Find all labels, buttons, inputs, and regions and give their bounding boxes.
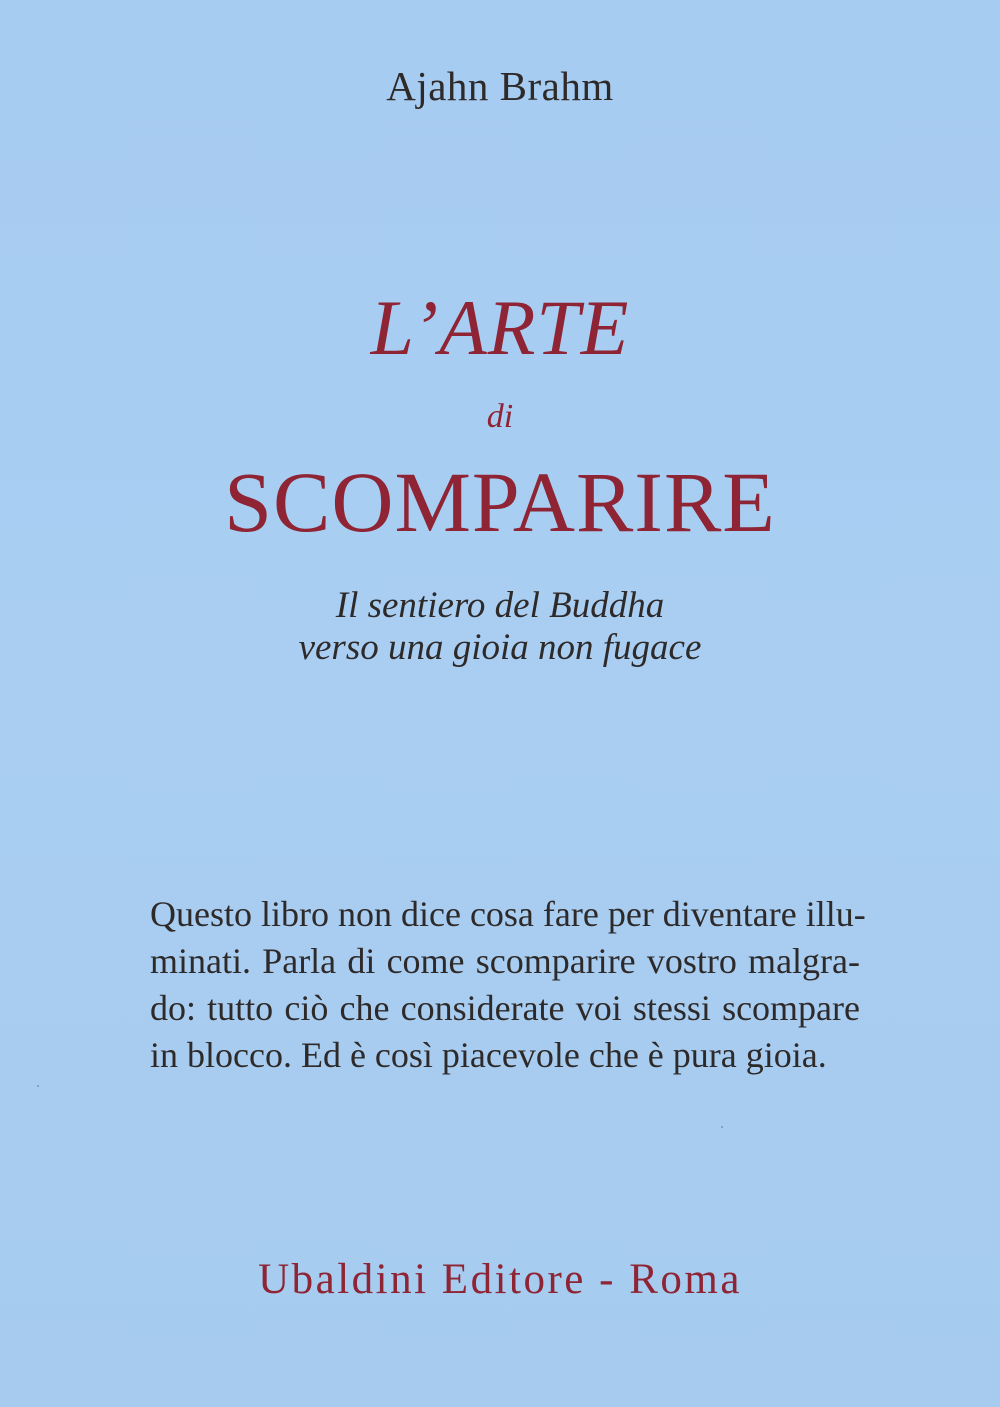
author-name: Ajahn Brahm [386, 63, 614, 109]
publisher-name: Ubaldini Editore - Roma [258, 1256, 742, 1303]
paper-speck [37, 1085, 39, 1087]
title-line-1: L’ARTE [370, 284, 630, 371]
blurb-line: do: tutto ciò che considerate voi stessi scompare [150, 988, 860, 1028]
title-line-2: SCOMPARIRE [224, 454, 776, 550]
subtitle-line-2: verso una gioia non fugace [298, 627, 702, 668]
blurb-line: Questo libro non dice cosa fare per diventare illu- [150, 894, 866, 934]
blurb-line: in blocco. Ed è così piacevole che è pura gioia. [150, 1035, 827, 1075]
title-connector: di [486, 398, 514, 435]
subtitle-line-1: Il sentiero del Buddha [335, 585, 665, 626]
blurb-line: minati. Parla di come scomparire vostro malgra- [150, 941, 860, 981]
paper-speck [721, 1126, 723, 1128]
